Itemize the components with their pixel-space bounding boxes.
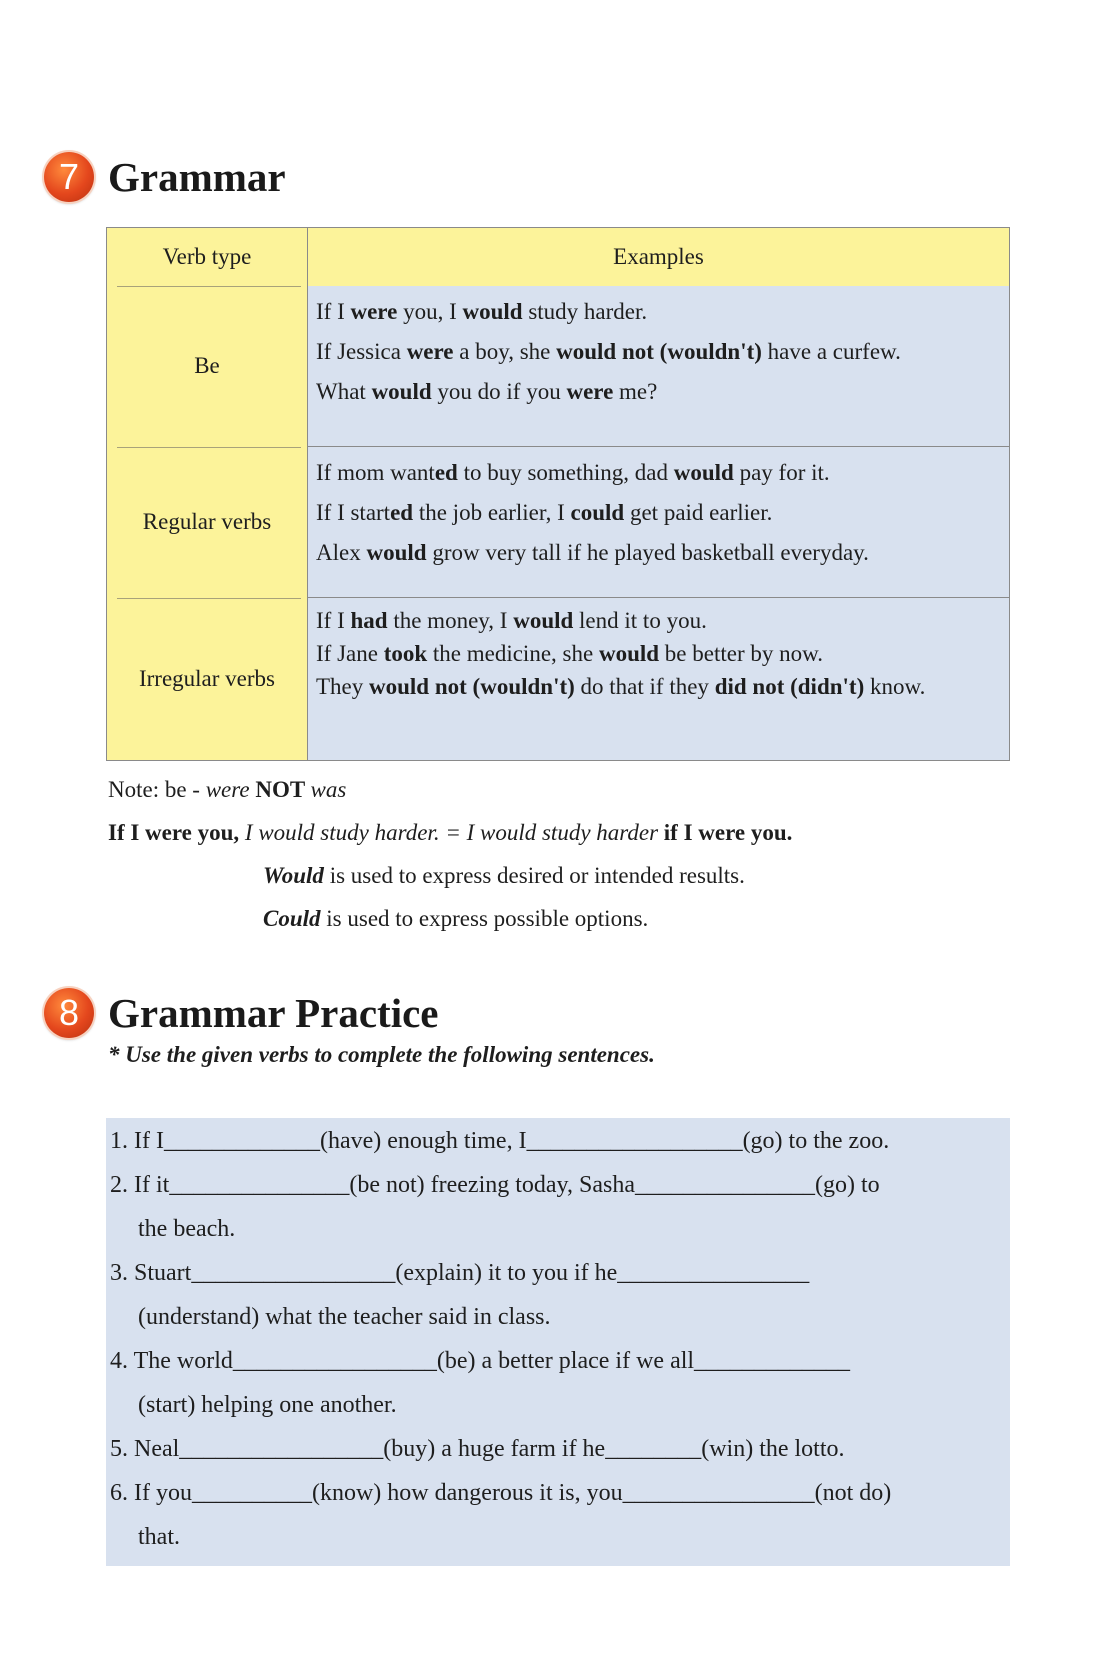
example-sentence: If I had the money, I would lend it to you.	[316, 608, 707, 633]
exercise-line: the beach.	[138, 1216, 236, 1242]
example-sentence: If I were you, I would study harder.	[316, 299, 648, 324]
section-title: Grammar	[108, 154, 286, 200]
examples-cell	[308, 286, 1010, 447]
examples-cell	[308, 447, 1010, 598]
practice-instruction: * Use the given verbs to complete the following sentences.	[108, 1042, 655, 1067]
grammar-heading	[44, 152, 286, 202]
note-equivalence: If I were you, I would study harder. = I would study harder if I were you.	[108, 820, 793, 845]
exercise-line: 2. If it_______________(be not) freezing today, Sasha_______________(go) to	[110, 1172, 880, 1198]
exercise-line: 3. Stuart_________________(explain) it to you if he________________	[110, 1260, 810, 1286]
note-would: Would is used to express desired or intended results.	[263, 863, 745, 888]
example-sentence: They would not (wouldn't) do that if they did not (didn't) know.	[316, 674, 926, 699]
exercise-line: 6. If you__________(know) how dangerous it is, you________________(not do)	[110, 1480, 892, 1506]
verb-type-cell: Irregular verbs	[107, 598, 308, 761]
example-sentence: What would you do if you were me?	[316, 379, 658, 404]
section-number-badge: 7	[44, 152, 94, 202]
exercise-line: (start) helping one another.	[138, 1392, 397, 1418]
table-row	[107, 286, 1010, 447]
exercise-line: (understand) what the teacher said in class.	[138, 1304, 551, 1330]
practice-exercise-box	[106, 1118, 1010, 1566]
section-number-badge: 8	[44, 988, 94, 1038]
exercise-line: 4. The world_________________(be) a better place if we all_____________	[110, 1348, 851, 1374]
header-examples: Examples	[308, 228, 1010, 287]
note-could: Could is used to express possible options.	[263, 906, 649, 931]
section-title: Grammar Practice	[108, 990, 439, 1036]
example-sentence: If Jane took the medicine, she would be better by now.	[316, 641, 823, 666]
example-sentence: Alex would grow very tall if he played basketball everyday.	[316, 540, 869, 565]
table-row	[107, 447, 1010, 598]
example-sentence: If mom wanted to buy something, dad would pay for it.	[316, 460, 830, 485]
exercise-line: 1. If I_____________(have) enough time, I__________________(go) to the zoo.	[110, 1128, 890, 1154]
example-sentence: If Jessica were a boy, she would not (wouldn't) have a curfew.	[316, 339, 901, 364]
examples-cell	[308, 598, 1010, 761]
table-row	[107, 598, 1010, 761]
verb-type-cell: Regular verbs	[107, 447, 308, 598]
exercise-line: that.	[138, 1524, 180, 1550]
header-verb-type: Verb type	[107, 228, 308, 287]
note-line: Note: be - were NOT was	[108, 777, 347, 802]
table-header-row	[107, 228, 1010, 287]
grammar-table	[106, 227, 1010, 761]
exercise-line: 5. Neal_________________(buy) a huge farm if he________(win) the lotto.	[110, 1436, 845, 1462]
example-sentence: If I started the job earlier, I could get paid earlier.	[316, 500, 773, 525]
grammar-practice-heading	[44, 988, 438, 1038]
verb-type-cell: Be	[107, 286, 308, 447]
